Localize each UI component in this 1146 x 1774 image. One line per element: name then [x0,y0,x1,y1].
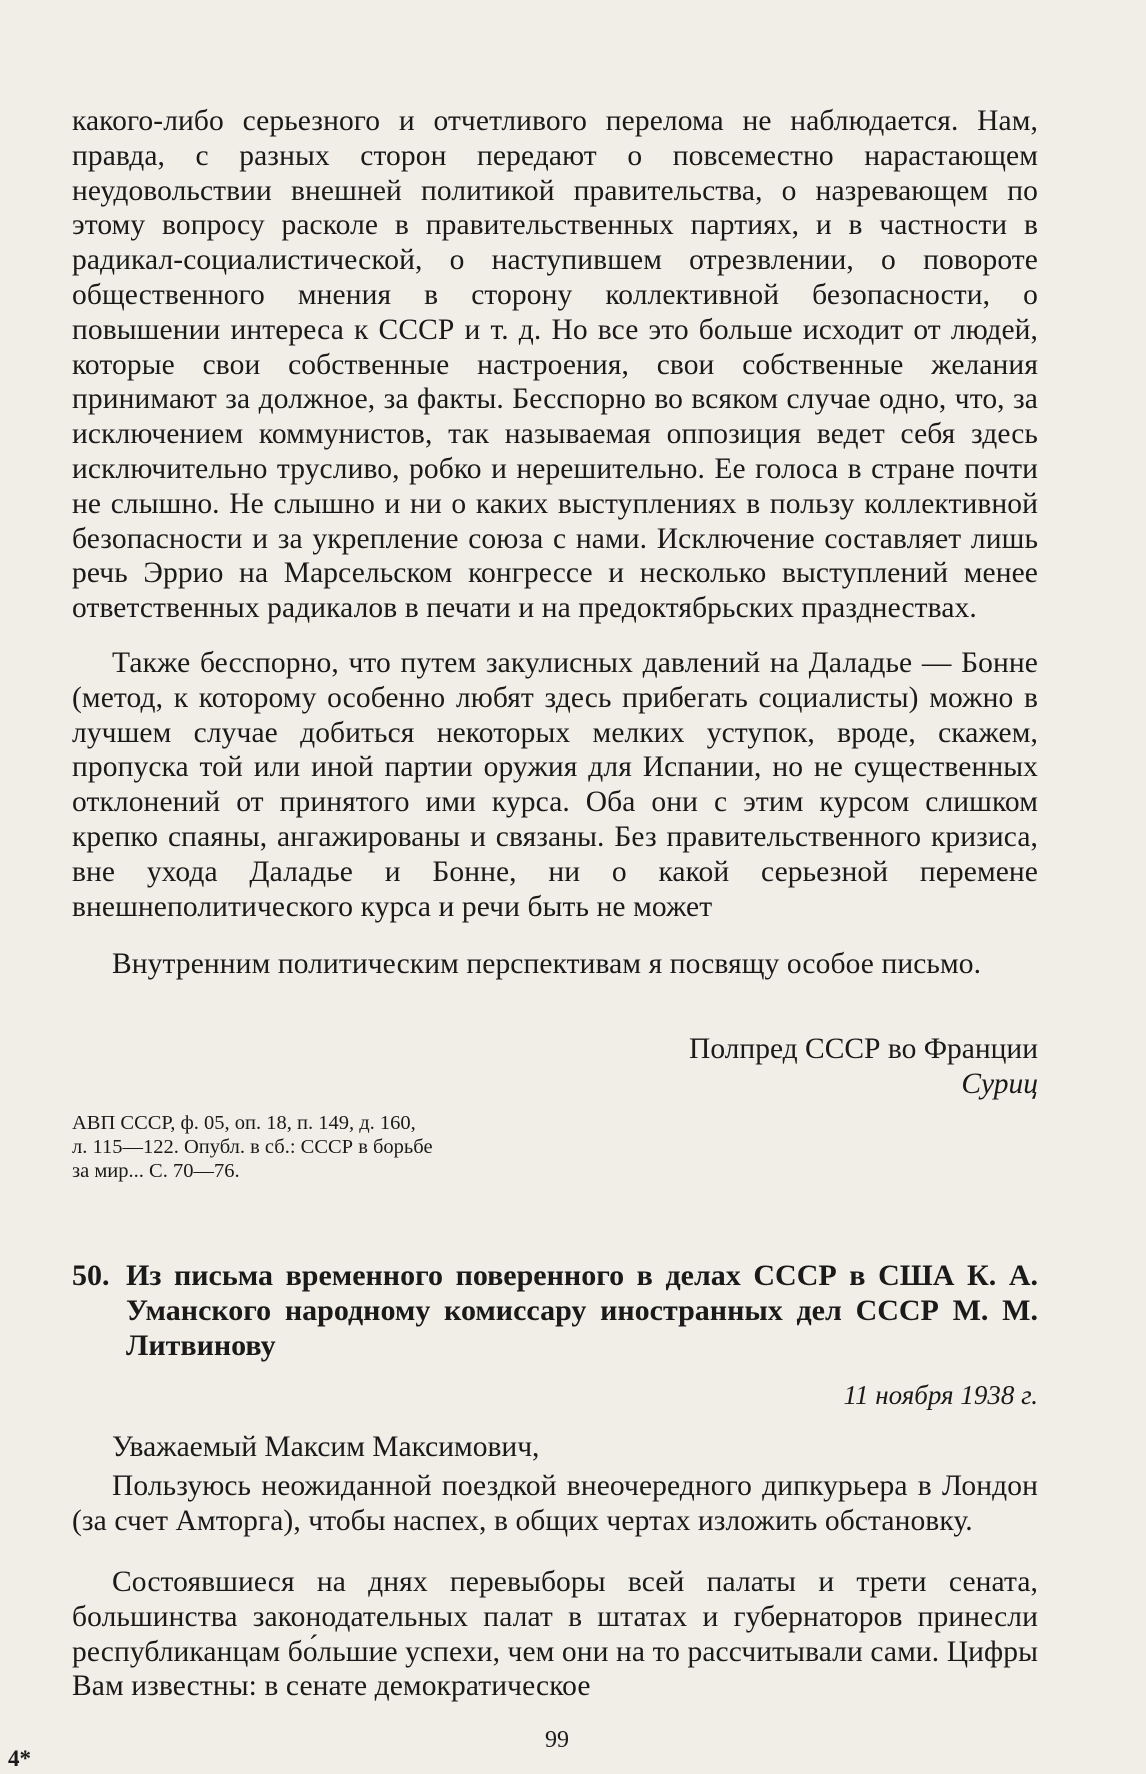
document-date: 11 ноября 1938 г. [843,1380,1038,1410]
paragraph-text: какого-либо серьезного и отчетливого перелома не наблюдается. Нам, правда, с разных сторон передают о повсеместно нарастающем неудовольствии внешней политикой правительства, о назревающем по этому вопросу расколе в правительственных партиях, и в частности в радикал-социалистической, о наступившем отрезвлении, о повороте общественного мнения в сторону коллективной безопасности, о повышении интереса к СССР и т. д. Но все это больше исходит от людей, которые свои собственные настроения, свои собственные желания принимают за должное, за факты. Бесспорно во всяком случае одно, что, за исключением коммунистов, так называемая оппозиция ведет себя здесь исключительно трусливо, робко и нерешительно. Ее голоса в стране почти не слышно. Не слышно и ни о каких выступлениях в пользу коллективной безопасности и за укрепление союза с нами. Исключение составляет лишь речь Эррио на Марсельском конгрессе и несколько выступлений менее ответственных радикалов в печати и на предоктябрьских празднествах. [72,105,1038,625]
paragraph-elections [72,1565,1038,1704]
signature-title: Полпред СССР во Франции [689,1033,1038,1065]
salutation: Уважаемый Максим Максимович, [112,1431,540,1463]
page-number: 99 [545,1727,569,1753]
signature-name: Суриц [961,1068,1038,1100]
printer-signature-mark: 4* [8,1746,31,1771]
archive-line: л. 115—122. Опубл. в сб.: СССР в борьбе [72,1136,433,1158]
paragraph-continuation [72,104,1038,626]
paragraph-text: Состоявшиеся на днях перевыборы всей палаты и трети сената, большинства законодательных палат в штатах и губернаторов принесли республиканцам бо́льшие успехи, чем они на то рассчитывали сами. Цифры Вам известны: в сенате демократическое [72,1566,1038,1703]
document-heading [72,1258,1038,1363]
document-number: 50. [72,1259,110,1292]
archive-line: за мир... С. 70—76. [72,1160,240,1182]
paragraph-internal-perspectives [72,947,1038,982]
paragraph-daladier-bonnet [72,646,1038,924]
paragraph-text: Также бесспорно, что путем закулисных давлений на Даладье — Бонне (метод, к которому особенно любят здесь прибегать социалисты) можно в лучшем случае добиться некоторых мелких уступок, вроде, скажем, пропуска той или иной партии оружия для Испании, но не существенных отклонений от принятого ими курса. Оба они с этим курсом слишком крепко спаяны, ангажированы и связаны. Без правительственного кризиса, вне ухода Даладье и Бонне, ни о какой серьезной перемене внешнеполитического курса и речи быть не может [72,647,1038,923]
archive-line: АВП СССР, ф. 05, оп. 18, п. 149, д. 160, [72,1112,416,1134]
paragraph-letter-intro [72,1469,1038,1539]
paragraph-text: Внутренним политическим перспективам я посвящу особое письмо. [112,948,982,980]
archive-reference [72,1111,592,1183]
document-title: Из письма временного поверенного в делах СССР в США К. А. Уманского народному комиссару иностранных дел СССР М. М. Литвинову [126,1259,1038,1362]
paragraph-text: Пользуюсь неожиданной поездкой внеочередного дипкурьера в Лондон (за счет Амторга), чтобы наспех, в общих чертах изложить обстановку. [72,1470,1038,1537]
